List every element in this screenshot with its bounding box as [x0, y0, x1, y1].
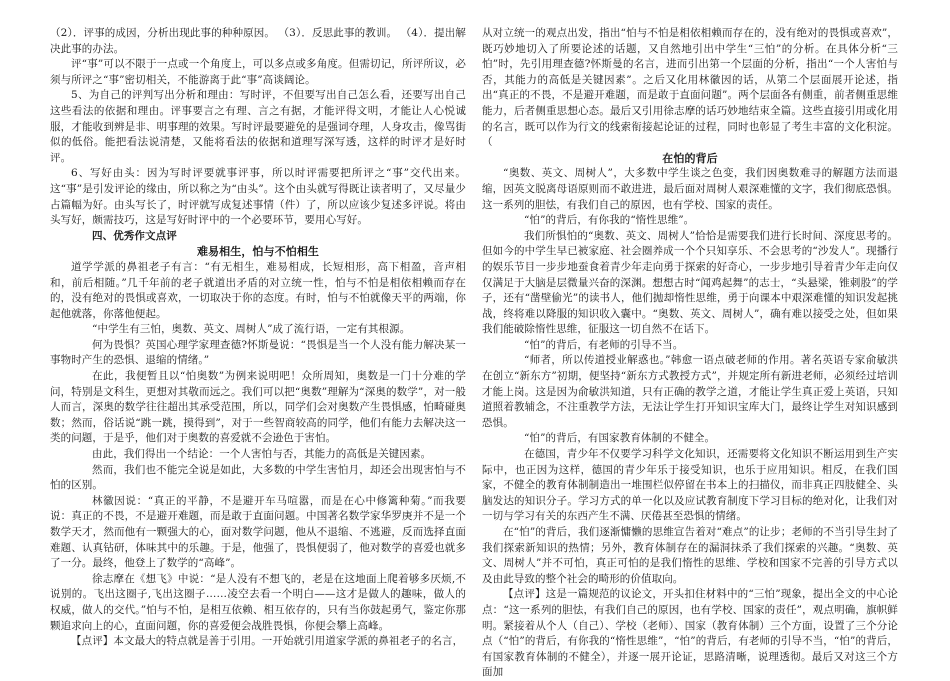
paragraph: 然而，我们也不能完全说是如此，大多数的中学生害怕月，却还会出现害怕与不怕的区别。	[50, 463, 466, 492]
paragraph: 6、写好由头：因为写时评要就事评事，所以时评需要把所评之“事”交代出来。这“事”是引发评论的缘由，所以称之为“由头”。这个由头就写得既让读者明了，又尽量少占篇幅为好。由头写长了，时评就写成复述事情（件）了，所以应该少复述多评说。将由头写好，颇需技巧，这是写好时评中的一个必要环节，要用心写好。	[50, 167, 466, 227]
left-column	[50, 26, 466, 650]
paragraph: 何为畏惧？英国心理学家理查德?怀斯曼说：“畏惧是当一个人没有能力解决某一事物时产生的恐惧、退缩的情绪。”	[50, 338, 466, 367]
paragraph: 我们所惧怕的“奥数、英文、周树人”恰恰是需要我们进行长时间、深度思考的。但如今的中学生早已被家庭、社会圈养成一个个只知享乐、不会思考的“沙发人”。现播行的娱乐节目一步步地蚕食着青少年走向勇于探索的好奇心，一步步地引导着青少年走向仅仅满足于大脑是层微量兴奋的深渊。想想古时“闻鸡起舞”的志士，“头悬梁，锥刺股”的学子，还有“凿壁偷光”的读书人，他们抛却惰性思维，勇于向课本中艰深难懂的知识发起挑战，终将难以降服的知识收入囊中。“奥数、英文、周树人”，确有难以接受之处，但如果我们能破除惰性思维，征服这一切自然不在话下。	[482, 229, 898, 336]
paragraph: “中学生有三怕，奥数、英文、周树人”成了流行语，一定有其根源。	[92, 323, 411, 336]
paragraph: “师者，所以传道授业解惑也。”韩愈一语点破老师的作用。著名英语专家俞敏洪在创立“新东方”初期，便坚持“新东方式教授方式”，并规定所有新进老师，必须经过培训才能上岗。这是因为俞敏洪知道，只有正确的教学之道，才能让学生真正爱上英语，只知道照着教辅念，不注重教学方法，无法让学生打开知识宝库大门，最终让学生对知识感到恐惧。	[482, 354, 898, 429]
paragraph: 林徽因说：“真正的平静，不是避开车马喧嚣，而是在心中修篱种菊。”而我要说：真正的不畏，不是避开难题，而是敢于直面问题。中国著名数学家华罗庚并不是一个数学天才，然而他有一颗强大的心，面对数学问题，他从不退缩、不逃避，反而选择直面难题、认真钻研，体味其中的乐趣。于是，他强了，畏惧便弱了，他对数学的喜爱也就多了一分。最终，他登上了数学的“高峰”。	[50, 494, 466, 570]
paragraph: 在此，我便暂且以“怕奥数”为例来说明吧！众所周知，奥数是一门十分难的学问，特别是文科生，更想对其敬而远之。我们可以把“奥数”理解为“深奥的数学”，对一般人而言，深奥的数学往往超出其承受范围，所以，同学们会对奥数产生畏惧感，怕畸碰奥数；然而，俗话说“跳一跳，摸得到”，对于一些智商较高的同学，他们有能力去解决这一类的问题，于是乎，他们对于奥数的喜爱就不会逊色于害怕。	[50, 370, 466, 445]
paragraph: 5、为自己的评判写出分析和理由：写时评，不但要写出自己怎么看，还要写出自己这些看法的依据和理由。评事要言之有理、言之有据，才能评得文明，才能让人心悦诚服，才能收到辨是非、明事理的效果。写时评最要避免的是强词夺理，人身攻击，像骂街似的低俗。能把看法说清楚，又能将看法的依据和道理写深写透，这样的时评才是好时评。	[50, 89, 466, 164]
section-heading: 四、优秀作文点评	[92, 229, 177, 242]
paragraph: “怕”的背后，有国家教育体制的不健全。	[524, 432, 716, 445]
essay-title: 在怕的背后	[662, 151, 718, 165]
paragraph: “奥数、英文、周树人”，大多数中学生谈之色变，我们因奥数难寻的解题方法而退缩，因英文脱离母语原则而不敢进进，最后面对周树人艰深难懂的文字，我们彻底恐惧。这一系列的胆怯，有我们自己的原因，也有学校、国家的责任。	[482, 167, 898, 211]
paragraph: （2）．评事的成因，分析出现此事的种种原因。 （3）．反思此事的教训。 （4）．提出解决此事的办法。	[50, 27, 466, 55]
essay-title: 难易相生，怕与不怕相生	[196, 245, 320, 259]
paragraph: 在德国，青少年不仅要学习科学文化知识，还需要将文化知识不断运用到生产实际中，也正因为这样，德国的青少年乐于接受知识，也乐于应用知识。相反，在我们国家，不健全的教育体制制造出一堆围栏似停留在书本上的扫描仪，而非真正四肢健全、头脑发达的知识分子。学习方式的单一化以及应试教育制度下学习目标的绝对化，让我们对一切与学习有关的东西产生不满、厌倦甚至恐惧的情绪。	[482, 448, 898, 523]
paragraph: 道学学派的鼻祖老子有言：“有无相生，难易相成，长短相形，高下相盈，音声相和，前后相随。”几千年前的老子就道出矛盾的对立统一性，怕与不怕是相依相赖而存在的，没有绝对的畏惧或喜欢，一切取决于你的态度。有时，怕与不怕就像天平的两端，你起他就落，你落他便起。	[50, 260, 466, 320]
paragraph: 评“事”可以不限于一点或一个角度上，可以多点或多角度。但需切记，所评所议，必须与所评之“事”密切相关，不能游离于此“事”高谈阔论。	[50, 58, 466, 86]
paragraph: 在“怕”的背后，我们逐渐慵懒的思维宣告着对“难点”的让步；老师的不当引导生封了我们探索新知识的热情；另外，教育体制存在的漏洞抹杀了我们探索的兴趣。“奥数、英文、周树人”并不可怕，真正可怕的是我们惰性的思维、学校和国家不完善的引导方式以及由此导致的整个社会的畸形的价值取向。	[482, 526, 898, 585]
paragraph: 【点评】这是一篇规范的议论文，开头扣住材料中的“三怕”现象，提出全文的中心论点：“这一系列的胆怯，有我们自己的原因，也有学校、国家的责任”，观点明确，旗帜鲜明。紧接着从个人（自己）、学校（老师）、国家（教育体制）三个方面，设置了三个分论点（“怕”的背后，有你我的“惰性思维”，“怕”的背后，有老师的引导不当，“怕”的背后，有国家教育体制的不健全），并逐一展开论证，思路清晰，说理透彻。最后又对这三个方面加	[482, 588, 898, 679]
paragraph: “怕”的背后，有老师的引导不当。	[524, 338, 684, 351]
paragraph: 【点评】本文最大的特点就是善于引用。一开始就引用道家学派的鼻祖老子的名言，	[71, 635, 464, 648]
paragraph: “怕”的背后，有你我的“惰性思维”。	[524, 214, 695, 227]
paragraph: 徐志摩在《想飞》中说：“是人没有不想飞的，老是在这地面上爬着够多厌烦,不说别的。飞出这圈子,飞出这圈子……凌空去看一个明白——这才是做人的趣味，做人的权威，做人的交代。”怕与不怕，是相互依赖、相互依存的，只有当你鼓起勇气，鉴定你那颗追求向上的心，直面问题，你的喜爱便会战胜畏惧，你便会攀上高峰。	[50, 572, 466, 632]
paragraph: 从对立统一的观点出发，指出“怕与不怕是相依相赖而存在的，没有绝对的畏惧或喜欢”，既巧妙地切入了所要论述的话题，又自然地引出中学生“三怕”的分析。在具体分析“三怕”时，先引用理查德?怀斯曼的名言，进而引出第一个层面的分析，指出“一个人害怕与否，其能力的高低是关键因素”。之后又化用林徽因的话，从第二个层面展开论述，指出“真正的不畏，不是避开难题，而是敢于直面问题”。两个层面各有侧重，前者侧重思维能力，后者侧重思想心态。最后又引用徐志摩的话巧妙地结束全篇。这些直接引用或化用的名言，既可以作为行文的线索衔接起论证的过程，同时也彰显了考生丰富的文化积淀。（	[482, 27, 898, 149]
right-column	[482, 26, 898, 681]
paragraph: 由此，我们得出一个结论：一个人害怕与否，其能力的高低是关键因素。	[92, 448, 432, 461]
